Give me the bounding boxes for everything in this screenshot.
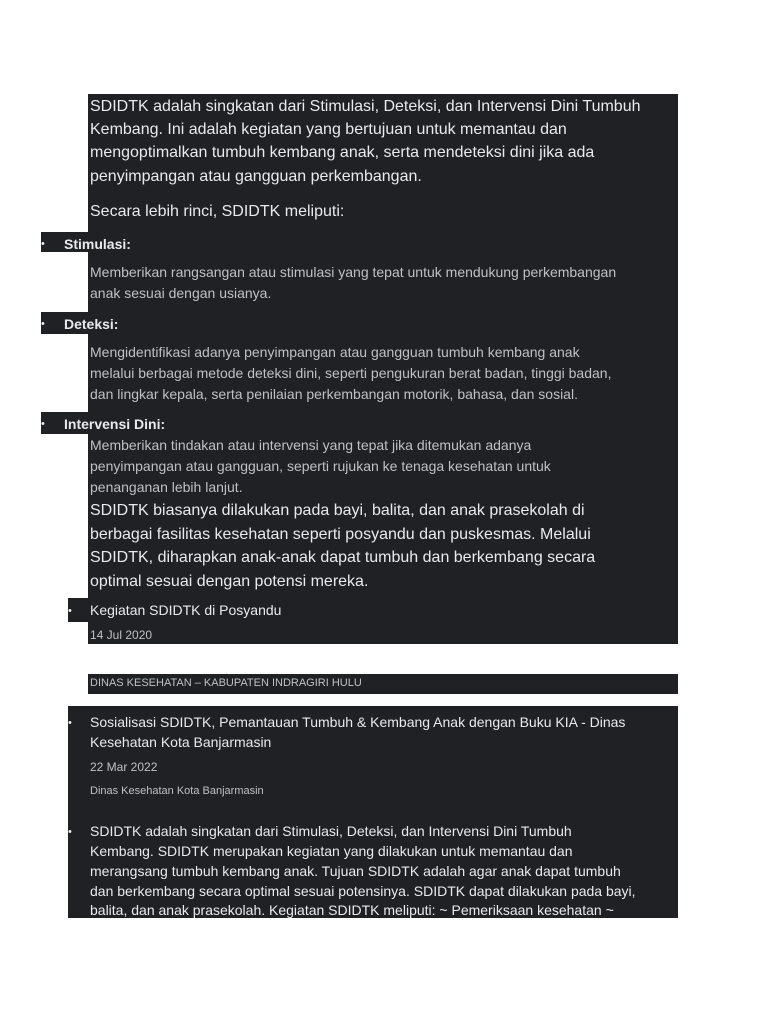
intro-lead: Secara lebih rinci, SDIDTK meliputi: bbox=[90, 203, 345, 220]
list-header-strip-stimulasi bbox=[41, 232, 678, 252]
result-snippet-line[interactable]: Kembang. SDIDTK merupakan kegiatan yang dilakukan untuk memantau dan bbox=[90, 843, 573, 859]
result-date: 22 Mar 2022 bbox=[90, 760, 158, 774]
bullet-icon: • bbox=[68, 826, 72, 838]
point-description-line: anak sesuai dengan usianya. bbox=[90, 285, 272, 301]
point-description-line: melalui berbagai metode deteksi dini, seperti pengukuran berat badan, tinggi badan, bbox=[90, 365, 612, 381]
closing-line: SDIDTK biasanya dilakukan pada bayi, balita, dan anak prasekolah di bbox=[90, 502, 585, 519]
bullet-icon: • bbox=[41, 238, 45, 250]
bullet-icon: • bbox=[41, 318, 45, 330]
point-description-line: Memberikan tindakan atau intervensi yang tepat jika ditemukan adanya bbox=[90, 437, 532, 453]
point-title: Intervensi Dini: bbox=[64, 416, 166, 432]
point-description-line: dan lingkar kepala, serta penilaian perkembangan motorik, bahasa, dan sosial. bbox=[90, 386, 578, 402]
point-title: Deteksi: bbox=[64, 316, 119, 332]
bullet-icon: • bbox=[68, 605, 72, 617]
result-date: 14 Jul 2020 bbox=[90, 628, 153, 642]
result-snippet-line[interactable]: dan berkembang secara optimal sesuai potensinya. SDIDTK dapat dilakukan pada bayi, bbox=[90, 883, 636, 899]
bullet-icon: • bbox=[41, 418, 45, 430]
intro-line: penyimpangan atau gangguan perkembangan. bbox=[90, 168, 422, 185]
closing-line: optimal sesuai dengan potensi mereka. bbox=[90, 573, 369, 590]
result-source: DINAS KESEHATAN – KABUPATEN INDRAGIRI HULU bbox=[90, 677, 362, 689]
point-description-line: penanganan lebih lanjut. bbox=[90, 479, 243, 495]
point-description-line: Mengidentifikasi adanya penyimpangan atau gangguan tumbuh kembang anak bbox=[90, 344, 580, 360]
point-title: Stimulasi: bbox=[64, 236, 131, 252]
intro-line: Kembang. Ini adalah kegiatan yang bertujuan untuk memantau dan bbox=[90, 121, 567, 138]
result-title-link[interactable]: Kegiatan SDIDTK di Posyandu bbox=[90, 602, 282, 618]
point-description-line: Memberikan rangsangan atau stimulasi yang tepat untuk mendukung perkembangan bbox=[90, 264, 617, 280]
result-title-link[interactable]: Kesehatan Kota Banjarmasin bbox=[90, 734, 272, 750]
intro-line: mengoptimalkan tumbuh kembang anak, serta mendeteksi dini jika ada bbox=[90, 144, 595, 161]
intro-line: SDIDTK adalah singkatan dari Stimulasi, Deteksi, dan Intervensi Dini Tumbuh bbox=[90, 98, 641, 115]
closing-line: SDIDTK, diharapkan anak-anak dapat tumbuh dan berkembang secara bbox=[90, 549, 596, 566]
list-header-strip-deteksi bbox=[41, 312, 678, 334]
result-snippet-line[interactable]: merangsang tumbuh kembang anak. Tujuan SDIDTK adalah agar anak dapat tumbuh bbox=[90, 863, 621, 879]
bullet-icon: • bbox=[68, 717, 72, 729]
result-date-strip-1 bbox=[88, 622, 678, 644]
closing-line: berbagai fasilitas kesehatan seperti posyandu dan puskesmas. Melalui bbox=[90, 526, 591, 543]
result-source: Dinas Kesehatan Kota Banjarmasin bbox=[90, 785, 264, 797]
point-description-line: penyimpangan atau gangguan, seperti rujukan ke tenaga kesehatan untuk bbox=[90, 458, 551, 474]
result-snippet-line[interactable]: balita, dan anak prasekolah. Kegiatan SDIDTK meliputi: ~ Pemeriksaan kesehatan ~ bbox=[90, 902, 614, 918]
result-title-link[interactable]: Sosialisasi SDIDTK, Pemantauan Tumbuh & Kembang Anak dengan Buku KIA - Dinas bbox=[90, 714, 626, 730]
result-snippet-line[interactable]: SDIDTK adalah singkatan dari Stimulasi, Deteksi, dan Intervensi Dini Tumbuh bbox=[90, 823, 572, 839]
